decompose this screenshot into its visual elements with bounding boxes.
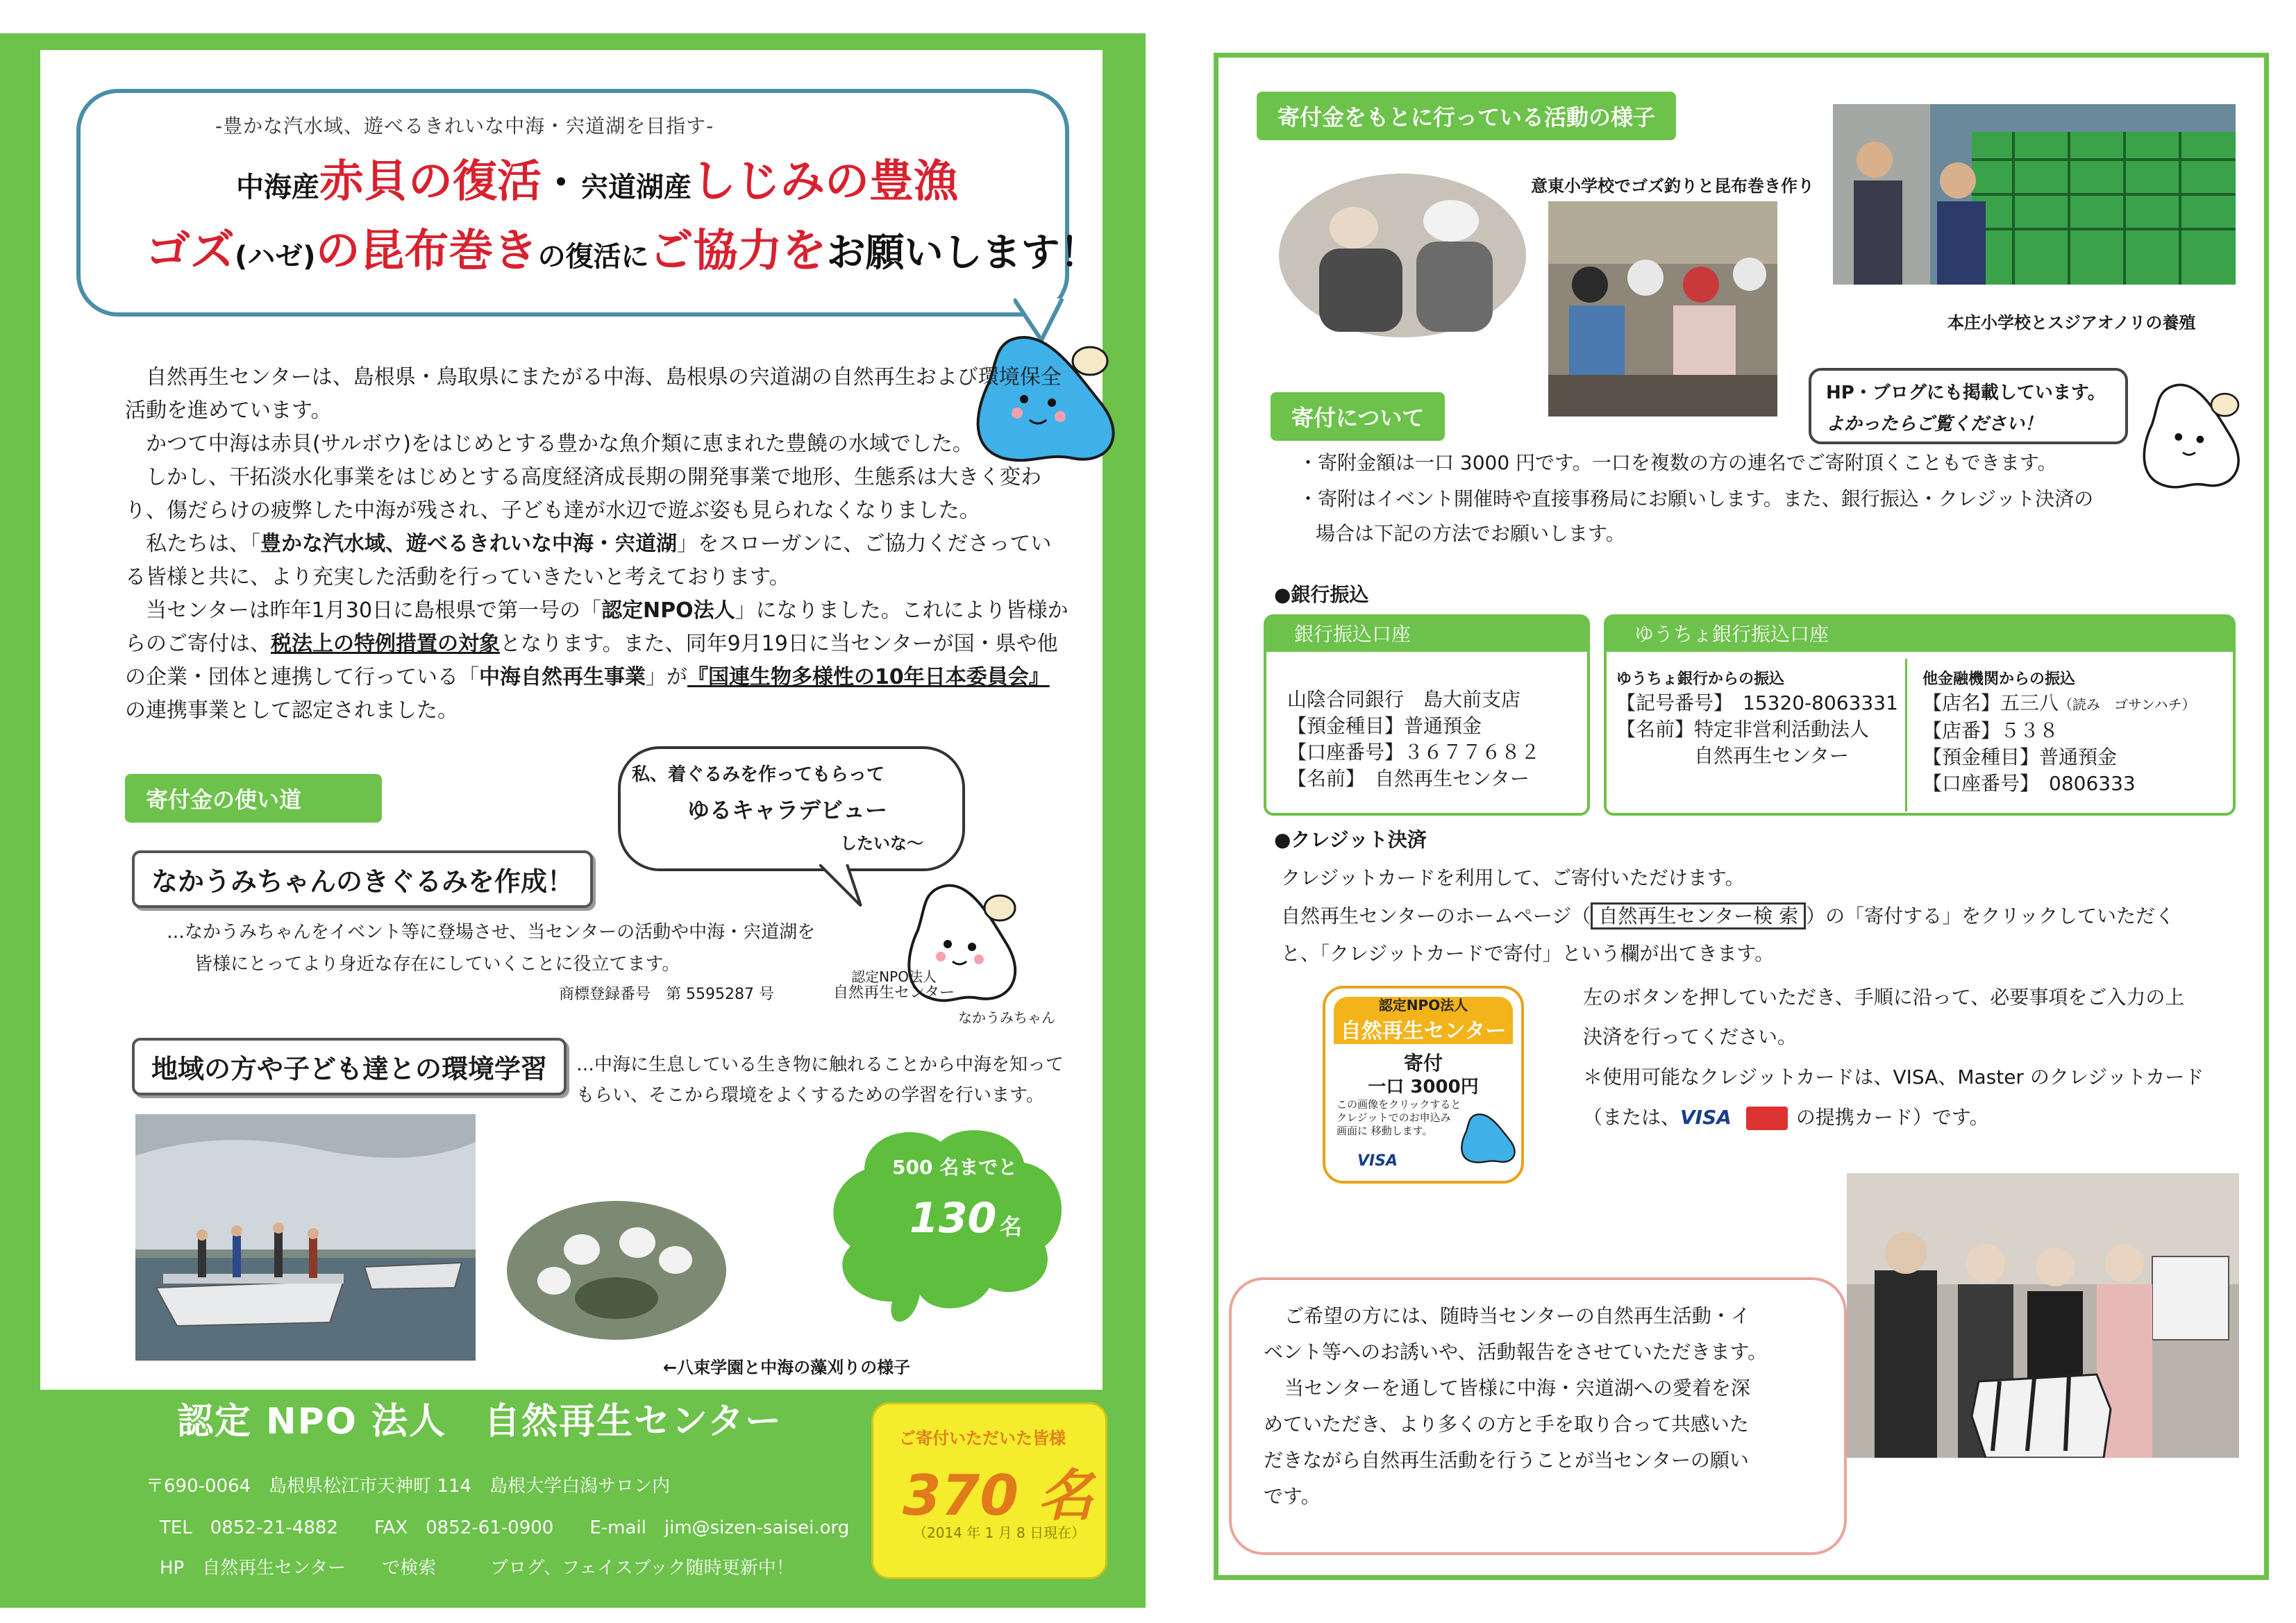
cloud-line-1: 500 名までと [892,1156,1018,1179]
env-title: 地域の方や子ども達との環境学習 [132,1038,567,1095]
bank-lines-other: 【店名】五三八（読み ゴサンハチ） 【店番】５３８ 【預金種目】普通預金 【口座番号】 0806333 [1922,691,2196,795]
headline-line-1: 中海産赤貝の復活・宍道湖産しじみの豊漁 [236,156,958,208]
speech-line-2: ゆるキャラデビュー [687,797,888,823]
trademark-number: 商標登録番号 第 5595287 号 [559,986,774,1003]
intro-p3: しかし、干拓淡水化事業をはじめとする高度経済成長期の開発事業で地形、生態系は大きく変わり、傷だらけの疲弊した中海が残され、子ども達が水辺で遊ぶ姿も見られなくなりました。 [125,465,1041,523]
mascot-name: なかうみちゃん [958,1009,1055,1026]
donate-visa-logo: VISA [1357,1152,1398,1170]
costume-desc: …なかうみちゃんをイベント等に登場させ、当センターの活動や中海・宍道湖を 皆様にとってより身近な存在にしていくことに役立てます。 [167,922,816,975]
bank-head-sanin: 銀行振込口座 [1266,617,1587,652]
usage-tab: 寄付金の使い道 [125,774,382,823]
elder-photo [1277,172,1527,339]
school-photo [1548,201,1777,417]
footer-contact: TEL 0852-21-4882 FAX 0852-61-0900 E-mail jim@sizen-saisei.org [160,1517,850,1538]
speech-line-3: したいな～ [840,834,923,853]
donation-line-1: ・寄附金額は一口 3000 円です。一口を複数の方の連名でご寄附頂くこともできます。 [1298,451,2057,474]
tagline: -豊かな汽水域、遊べるきれいな中海・宍道湖を目指す- [215,115,714,137]
mascot-org: 認定NPO法人 自然再生センター [833,968,955,1002]
donor-count: 370 名 [903,1463,1093,1528]
footer-address: 〒690-0064 島根県松江市天神町 114 島根大学白潟サロン内 [146,1476,671,1497]
search-box: 自然再生センター検 索 [1591,902,1806,930]
caption-school: 意東小学校でゴズ釣りと昆布巻き作り [1531,176,1814,196]
credit-line-3: と、「クレジットカードで寄付」という欄が出てきます。 [1281,942,1775,965]
bank-divider [1905,659,1907,812]
footer-org-name: 認定 NPO 法人 自然再生センター [177,1401,782,1443]
donor-label: ご寄付いただいた皆様 [899,1429,1066,1448]
kids-photo [505,1194,728,1340]
cloud-unit: 名 [1000,1213,1023,1240]
bank-head-yucho: ゆうちょ銀行振込口座 [1607,617,2233,652]
bank-heading: ●銀行振込 [1274,583,1369,606]
credit-line-7: （または、VISA の提携カード）です。 [1583,1106,1989,1129]
credit-line-1: クレジットカードを利用して、ご寄付いただけます。 [1281,866,1745,889]
intro-text [125,361,1069,728]
costume-title: なかうみちゃんのきぐるみを作成！ [132,850,593,908]
closing-message: ご希望の方には、随時当センターの自然再生活動・イ ベント等へのお誘いや、活動報告をさせていただきます。 当センターを通して皆様に中海・宍道湖への愛着を深 めていただき、より多くの方と手を取り合って共感いた だきながら自然再生活動を行うことが当センターの願い です。 [1264,1304,1768,1508]
headline-line-2: ゴズ(ハゼ)の昆布巻きの復活にご協力をお願いします！ [146,226,1099,277]
blog-line-1: HP・ブログにも掲載しています。 [1826,382,2106,403]
donate-org-label: 認定NPO法人 [1378,997,1468,1014]
bank-box-yucho [1604,614,2236,816]
mascot-white-icon-2 [2138,375,2249,493]
speech-bubble-tail [819,864,875,913]
bank-box-sanin [1264,614,1590,816]
cloud-count: 130 [910,1194,997,1243]
footer-web: HP 自然再生センター で検索 ブログ、フェイスブック随時更新中！ [160,1558,794,1579]
caption-seaweed: 本庄小学校とスジアオノリの養殖 [1947,313,2196,333]
intro-p1: 自然再生センターは、島根県・鳥取県にまたがる中海、島根県の宍道湖の自然再生および環境保全活動を進めています。 [125,365,1062,423]
boat-photo [135,1114,476,1361]
donation-line-3: 場合は下記の方法でお願いします。 [1316,522,1625,545]
group-photo [1847,1173,2239,1458]
mascot-blue-icon-small [1458,1104,1520,1173]
seaweed-photo [1833,104,2236,285]
credit-line-5: 決済を行ってください。 [1583,1025,1798,1048]
donate-org-name: 自然再生センター [1340,1019,1507,1043]
donation-line-2: ・寄附はイベント開催時や直接事務局にお願いします。また、銀行振込・クレジット決済の [1298,487,2094,510]
credit-heading: ●クレジット決済 [1274,828,1427,851]
env-desc: …中海に生息している生き物に触れることから中海を知ってもらい、そこから環境をよくするための学習を行います。 [576,1054,1064,1106]
visa-logo: VISA [1680,1106,1732,1129]
credit-line-4: 左のボタンを押していただき、手順に沿って、必要事項をご入力の上 [1583,986,2185,1009]
donation-tab: 寄付について [1271,392,1445,441]
blog-line-2: よかったらご覧ください！ [1826,414,2043,435]
mastercard-icon [1746,1107,1788,1130]
other-bank-sub: 他金融機関からの振込 [1922,671,2076,688]
donate-amount: 一口 3000円 [1368,1077,1479,1098]
intro-p4: 私たちは、「豊かな汽水域、遊べるきれいな中海・宍道湖」をスローガンに、ご協力くださっている皆様と共に、より充実した活動を行っていきたいと考えております。 [125,532,1052,589]
donate-label: 寄付 [1403,1052,1443,1075]
credit-line-6: ＊使用可能なクレジットカードは、VISA、Master のクレジットカード [1583,1066,2204,1088]
intro-p5: 当センターは昨年1月30日に島根県で第一号の「認定NPO法人」になりました。これにより皆様からのご寄付は、税法上の特例措置の対象となります。また、同年9月19日に当センターが国・県や他の企業・団体と連携して行っている「中海自然再生事業」が『国連生物多様性の10年日本委員会』の連携事業として認定されました。 [125,598,1069,723]
donate-instruction: この画像をクリックすると クレジットでのお申込み 画面に 移動します。 [1336,1098,1461,1137]
bank-lines-yucho: 【記号番号】 15320-8063331 【名前】特定非営利活動法人 自然再生センター [1616,691,1898,767]
activity-tab: 寄付金をもとに行っている活動の様子 [1257,92,1676,140]
donor-date: （2014 年 1 月 8 日現在） [913,1524,1086,1541]
photo-caption: ←八束学園と中海の藻刈りの様子 [663,1358,911,1377]
yucho-sub: ゆうちょ銀行からの振込 [1616,671,1785,688]
speech-line-1: 私、着ぐるみを作ってもらって [632,764,885,785]
bank-lines-sanin: 山陰合同銀行 島大前支店 【預金種目】普通預金 【口座番号】３６７７６８２ 【名前】 自然再生センター [1287,688,1541,790]
intro-p2: かつて中海は赤貝(サルボウ)をはじめとする豊かな魚介類に恵まれた豊饒の水域でした。 [146,432,973,456]
credit-line-2: 自然再生センターのホームページ（ 自然再生センター検 索 ）の「寄付する」をクリックしていただく [1281,901,2175,929]
